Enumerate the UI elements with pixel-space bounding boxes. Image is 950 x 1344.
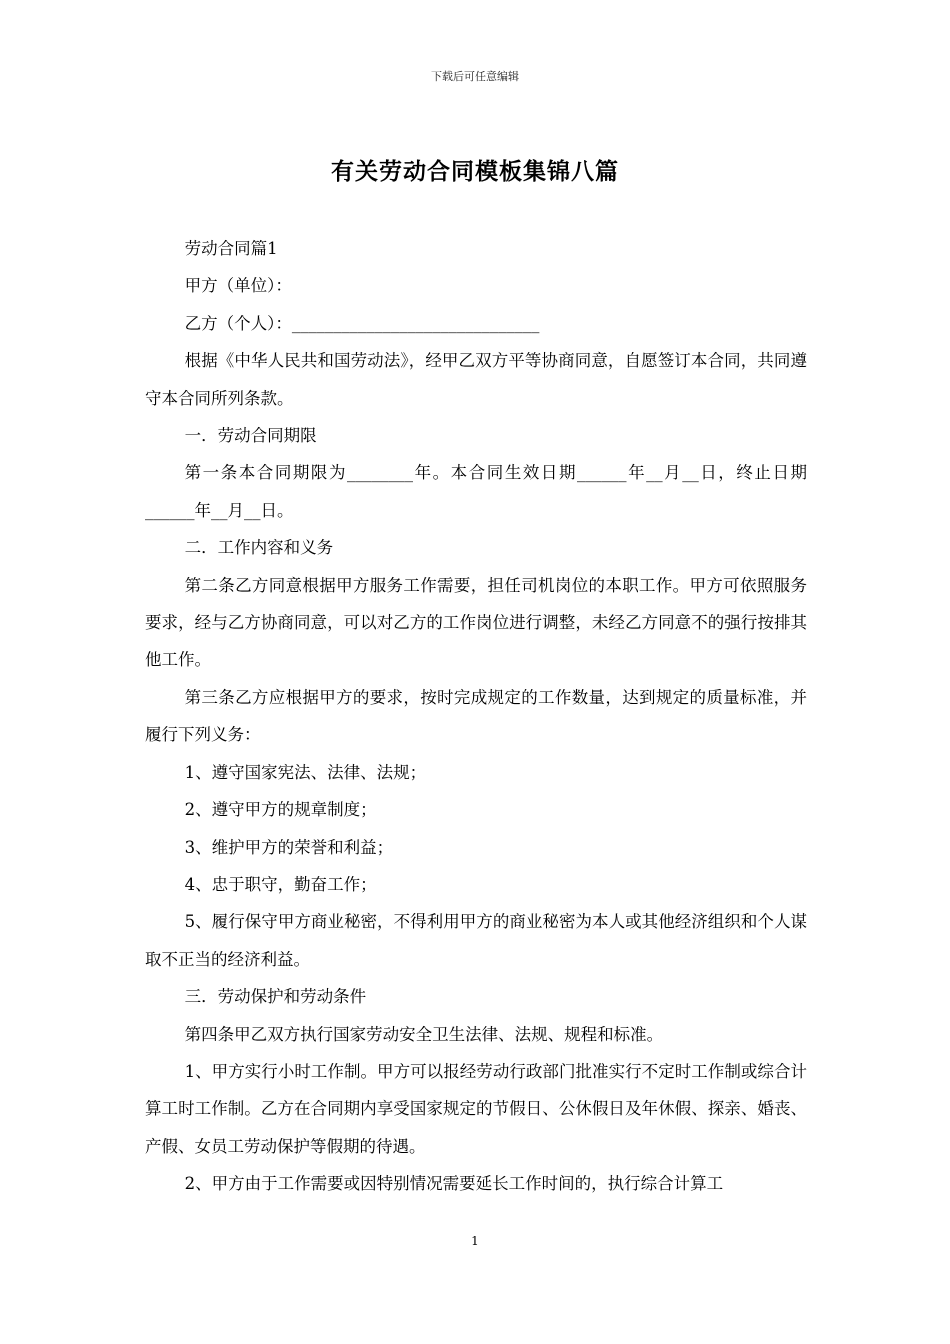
party-b-line: 乙方（个人）：______________________________ [184,313,540,333]
header-note: 下载后可任意编辑 [431,70,519,83]
protection-item-1: 1、甲方实行小时工作制。甲方可以报经劳动行政部门批准实行不定时工作制或综合计算工时工作制。乙方在合同期内享受国家规定的节假日、公休假日及年休假、探亲、婚丧、产假、女员工劳动保护等假期的待遇。 [145,1061,807,1156]
article-3-paragraph: 第三条乙方应根据甲方的要求，按时完成规定的工作数量，达到规定的质量标准，并履行下列义务： [145,687,807,745]
section-heading-duties: 二．工作内容和义务 [184,538,334,558]
preamble-paragraph: 根据《中华人民共和国劳动法》，经甲乙双方平等协商同意，自愿签订本合同，共同遵守本合同所列条款。 [145,351,807,408]
protection-item-2: 2、甲方由于工作需要或因特别情况需要延长工作时间的，执行综合计算工 [184,1174,724,1194]
page-number: 1 [471,1234,479,1248]
party-a-line: 甲方（单位）： [184,276,292,296]
duty-item-4: 4、忠于职守，勤奋工作； [184,874,377,894]
section-heading-protection: 三．劳动保护和劳动条件 [184,987,367,1007]
section-heading-contract-1: 劳动合同篇1 [184,239,278,258]
duty-item-1: 1、遵守国家宪法、法律、法规； [184,762,427,782]
article-2-paragraph: 第二条乙方同意根据甲方服务工作需要，担任司机岗位的本职工作。甲方可依照服务要求，经与乙方协商同意，可以对乙方的工作岗位进行调整，未经乙方同意不的强行按排其他工作。 [145,575,807,670]
section-heading-term: 一．劳动合同期限 [184,426,317,446]
duty-item-3: 3、维护甲方的荣誉和利益； [184,837,394,857]
duty-item-5: 5、履行保守甲方商业秘密，不得利用甲方的商业秘密为本人或其他经济组织和个人谋取不正当的经济利益。 [145,912,807,969]
article-4-paragraph: 第四条甲乙双方执行国家劳动安全卫生法律、法规、规程和标准。 [184,1024,664,1044]
document-body [145,230,807,1203]
duty-item-2: 2、遵守甲方的规章制度； [184,800,377,820]
document-title: 有关劳动合同模板集锦八篇 [331,158,619,185]
article-1-paragraph: 第一条本合同期限为________年。本合同生效日期______年__月__日，终止日期______年__月__日。 [145,463,807,520]
